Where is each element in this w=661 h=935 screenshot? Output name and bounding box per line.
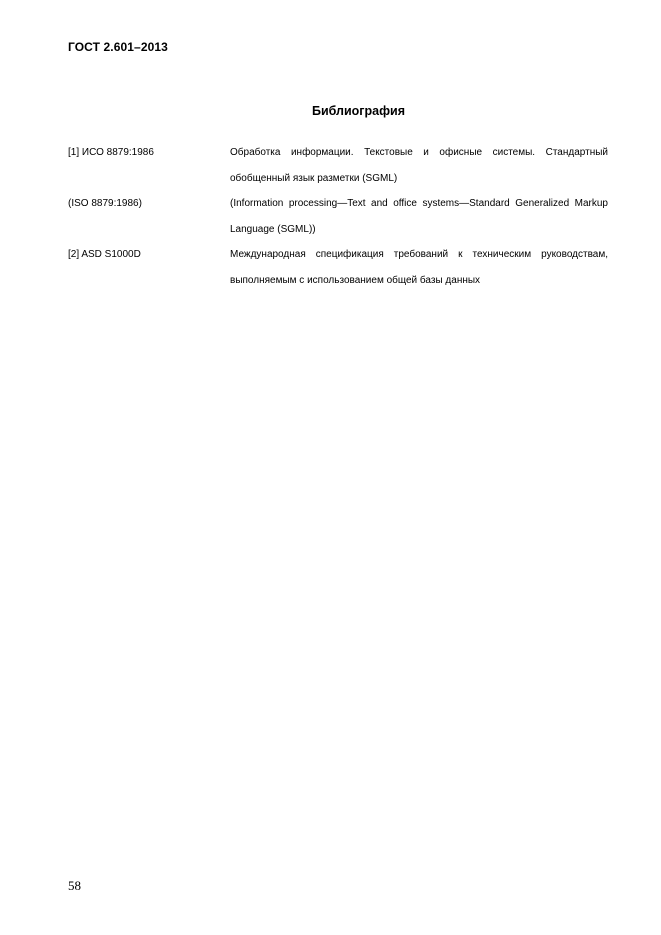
bibliography-entry <box>68 242 608 293</box>
bibliography-ref: [2] ASD S1000D <box>68 249 141 260</box>
bibliography-list <box>68 140 608 293</box>
section-title: Библиография <box>311 104 406 118</box>
bibliography-ref: [1] ИСО 8879:1986 <box>68 147 154 158</box>
bibliography-text: Обработка информации. Текстовые и офисные системы. Стандартный обобщенный язык разметки (SGML) <box>230 147 608 184</box>
bibliography-entry <box>68 140 608 191</box>
bibliography-entry <box>68 191 608 242</box>
page-number: 58 <box>68 878 81 893</box>
document-header: ГОСТ 2.601–2013 <box>68 40 168 54</box>
bibliography-text: Международная спецификация требований к техническим руководствам, выполняемым с использованием общей базы данных <box>230 249 608 286</box>
section-title-container <box>0 104 661 118</box>
bibliography-ref: (ISO 8879:1986) <box>68 198 142 209</box>
bibliography-text: (Information processing—Text and office systems—Standard Generalized Markup Language (SGML)) <box>230 198 608 235</box>
